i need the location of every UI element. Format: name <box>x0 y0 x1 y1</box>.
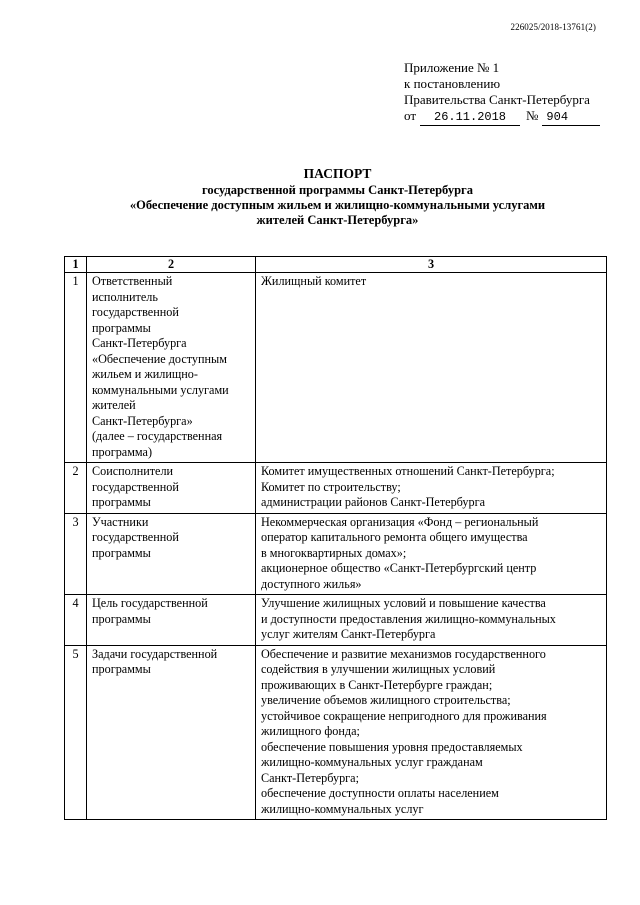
row-parameter-value <box>256 595 607 646</box>
parameter-value-line: обеспечение доступности оплаты населением <box>261 786 499 800</box>
parameter-value-line: Жилищный комитет <box>261 274 367 288</box>
parameter-name-line: Задачи государственной <box>92 646 218 661</box>
decree-number: 904 <box>542 109 600 126</box>
parameter-name-line: программы <box>92 495 151 509</box>
document-registration-number: 226025/2018-13761(2) <box>510 22 596 32</box>
parameter-name-line: (далее – государственная <box>92 429 223 443</box>
table-row <box>65 463 607 514</box>
row-number: 4 <box>65 595 87 646</box>
row-parameter-value <box>256 273 607 463</box>
parameter-name-line: государственной <box>92 530 179 544</box>
column-header-2: 2 <box>87 257 256 273</box>
parameter-value-line: устойчивое сокращение непригодного для проживания <box>261 708 547 723</box>
parameter-value-line: Санкт-Петербурга; <box>261 770 359 785</box>
decree-date: 26.11.2018 <box>420 109 520 126</box>
title-line: жителей Санкт-Петербурга» <box>256 213 419 227</box>
parameter-value-line: акционерное общество «Санкт-Петербургский центр <box>261 561 537 575</box>
parameter-name-line: программы <box>92 320 151 335</box>
appendix-line: к постановлению <box>404 76 501 91</box>
appendix-line: Приложение № 1 <box>404 60 500 75</box>
parameter-value-line: оператор капитального ремонта общего имущества <box>261 530 528 544</box>
row-number: 1 <box>65 273 87 463</box>
title-main: ПАСПОРТ <box>303 166 372 181</box>
column-header-1: 1 <box>65 257 87 273</box>
parameter-value-line: Обеспечение и развитие механизмов государственного <box>261 646 546 661</box>
row-parameter-name <box>87 595 256 646</box>
parameter-value-line: обеспечение повышения уровня предоставляемых <box>261 739 523 754</box>
parameter-name-line: программы <box>92 662 151 676</box>
parameter-value-line: увеличение объемов жилищного строительства; <box>261 693 511 707</box>
parameter-name-line: Цель государственной <box>92 596 208 610</box>
parameter-value-line: жилищно-коммунальных услуг <box>261 801 424 816</box>
row-number: 3 <box>65 513 87 595</box>
parameter-name-line: программа) <box>92 444 153 459</box>
parameter-value-line: Комитет имущественных отношений Санкт-Петербурга; <box>261 464 555 478</box>
parameter-value-line: Некоммерческая организация «Фонд – региональный <box>261 514 539 529</box>
date-prefix: от <box>404 108 417 123</box>
parameter-name-line: программы <box>92 611 151 626</box>
parameter-name-line: коммунальными услугами <box>92 382 229 397</box>
parameter-name-line: программы <box>92 545 151 560</box>
row-number: 5 <box>65 645 87 820</box>
parameter-name-line: Санкт-Петербурга» <box>92 413 193 428</box>
parameter-value-line: и доступности предоставления жилищно-коммунальных <box>261 611 556 626</box>
parameter-name-line: жителей <box>92 398 136 412</box>
parameter-value-line: содействия в улучшении жилищных условий <box>261 662 496 676</box>
row-parameter-name <box>87 645 256 820</box>
appendix-line: Правительства Санкт-Петербурга <box>404 92 590 107</box>
parameter-name-line: Участники <box>92 514 149 529</box>
parameter-name-line: Ответственный <box>92 274 173 288</box>
row-number: 2 <box>65 463 87 514</box>
parameter-value-line: доступного жилья» <box>261 576 362 591</box>
parameter-name-line: государственной <box>92 305 179 319</box>
appendix-block <box>404 60 600 126</box>
row-parameter-value <box>256 513 607 595</box>
number-prefix: № <box>526 108 539 123</box>
table-row <box>65 645 607 820</box>
parameter-name-line: Санкт-Петербурга <box>92 336 187 350</box>
parameter-value-line: администрации районов Санкт-Петербурга <box>261 495 486 509</box>
parameter-value-line: жилищного фонда; <box>261 724 360 738</box>
table-row <box>65 513 607 595</box>
column-header-3: 3 <box>256 257 607 273</box>
passport-table-body <box>65 273 607 820</box>
parameter-value-line: Улучшение жилищных условий и повышение качества <box>261 596 546 610</box>
parameter-value-line: жилищно-коммунальных услуг гражданам <box>261 755 483 769</box>
parameter-name-line: Соисполнители <box>92 464 174 478</box>
parameter-name-line: «Обеспечение доступным <box>92 351 227 366</box>
row-parameter-name <box>87 273 256 463</box>
document-title <box>60 166 615 228</box>
passport-table <box>64 256 607 820</box>
row-parameter-value <box>256 645 607 820</box>
row-parameter-value <box>256 463 607 514</box>
parameter-value-line: Комитет по строительству; <box>261 479 401 494</box>
parameter-value-line: в многоквартирных домах»; <box>261 545 407 560</box>
decree-date-number-line <box>404 108 600 126</box>
parameter-value-line: проживающих в Санкт-Петербурге граждан; <box>261 677 493 692</box>
table-row <box>65 273 607 463</box>
table-row <box>65 595 607 646</box>
parameter-value-line: услуг жителям Санкт-Петербурга <box>261 627 436 641</box>
parameter-name-line: жильем и жилищно- <box>92 367 198 381</box>
row-parameter-name <box>87 463 256 514</box>
table-header-row <box>65 257 607 273</box>
title-line: «Обеспечение доступным жильем и жилищно-коммунальными услугами <box>129 198 546 212</box>
parameter-name-line: исполнитель <box>92 289 158 304</box>
parameter-name-line: государственной <box>92 479 179 494</box>
row-parameter-name <box>87 513 256 595</box>
title-line: государственной программы Санкт-Петербурга <box>202 183 473 197</box>
